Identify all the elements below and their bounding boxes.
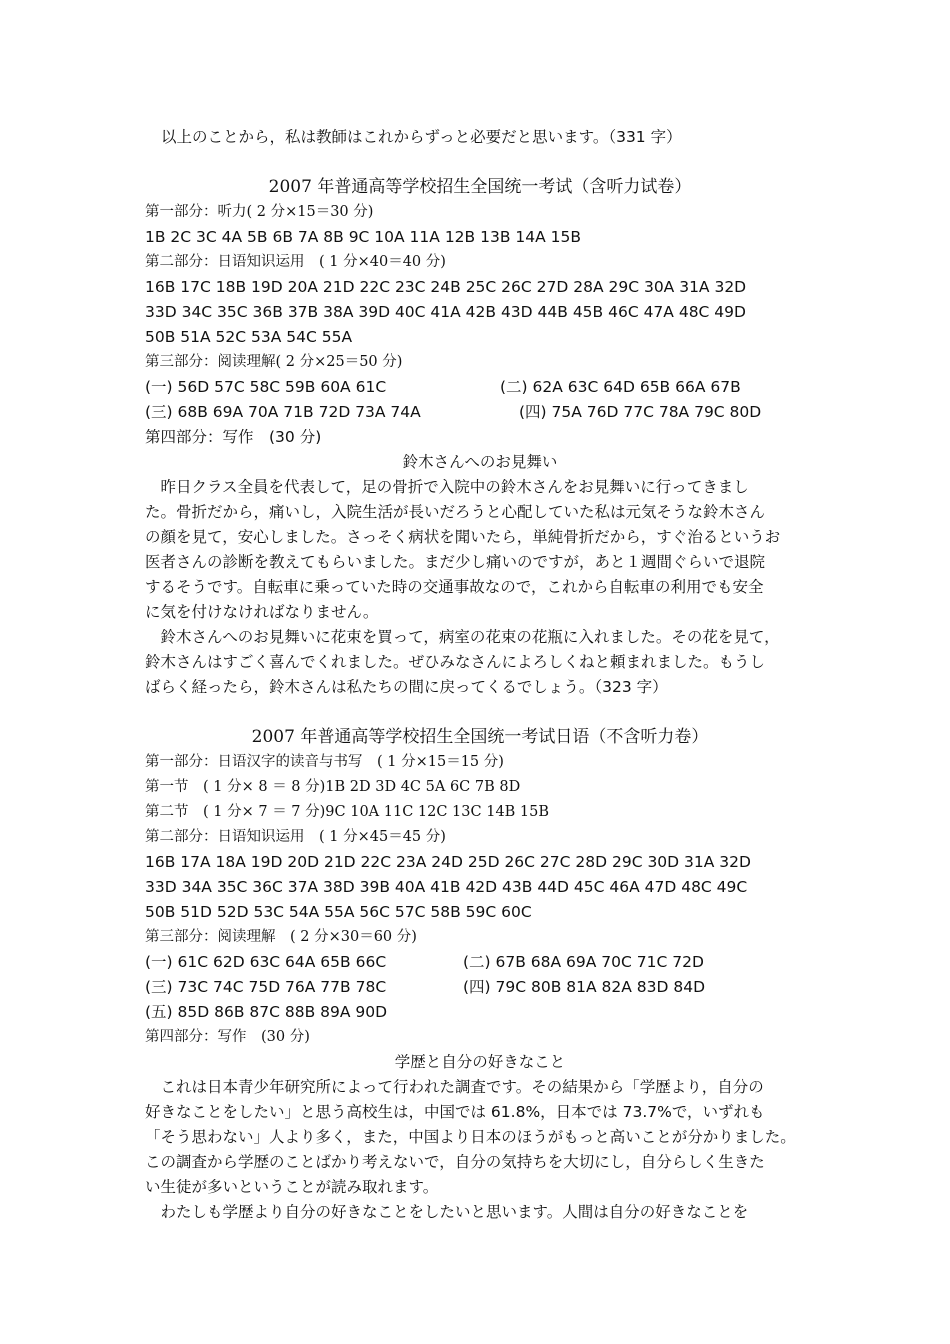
exam2-part3-row xyxy=(145,975,815,1000)
answer-group: (五) 85D 86B 87C 88B 89A 90D xyxy=(145,1003,388,1021)
exam2-part4-heading: 第四部分：写作 (30 分) xyxy=(145,1029,310,1045)
exam2-part1-heading: 第一部分：日语汉字的读音与书写 ( 1 分×15＝15 分) xyxy=(145,754,504,770)
essay-line: 昨日クラス全員を代表して，足の骨折で入院中の鈴木さんをお見舞いに行ってきまし xyxy=(145,478,749,496)
essay-line: 「そう思わない」人より多く，また，中国より日本のほうがもっと高いことが分かりました。 xyxy=(145,1128,796,1146)
essay-line: ばらく経ったら，鈴木さんは私たちの間に戻ってくるでしょう。（323 字） xyxy=(145,678,668,696)
essay-line: 医者さんの診断を教えてもらいました。まだ少し痛いのですが，あと１週間ぐらいで退院 xyxy=(145,553,766,571)
exam2-essay-title: 学歴と自分の好きなこと xyxy=(394,1053,566,1071)
exam1-part2-answers-line: 33D 34C 35C 36B 37B 38A 39D 40C 41A 42B 43D 44B 45B 46C 47A 48C 49D xyxy=(145,303,746,321)
answer-group: (三) 68B 69A 70A 71B 72D 73A 74A xyxy=(145,403,421,421)
essay-line: わたしも学歴より自分の好きなことをしたいと思います。人間は自分の好きなことを xyxy=(145,1203,749,1221)
exam2-part2-heading: 第二部分：日语知识运用 ( 1 分×45＝45 分) xyxy=(145,829,446,845)
essay-line: するそうです。自転車に乗っていた時の交通事故なので，これから自転車の利用でも安全 xyxy=(145,578,764,596)
exam1-part3-row xyxy=(145,375,815,400)
exam1-part4-heading: 第四部分：写作 (30 分) xyxy=(145,428,322,446)
answer-group: (二) 62A 63C 64D 65B 66A 67B xyxy=(500,378,741,396)
essay-line: い生徒が多いということが読み取れます。 xyxy=(145,1178,439,1196)
essay-line: 好きなことをしたい」と思う高校生は，中国では 61.8%，日本では 73.7%で，いずれも xyxy=(145,1103,765,1121)
intro-closing-line: 以上のことから，私は教師はこれからずっと必要だと思います。（331 字） xyxy=(161,128,682,146)
exam2-section2: 第二节 ( 1 分× 7 ＝ 7 分)9C 10A 11C 12C 13C 14B 15B xyxy=(145,804,550,820)
exam2-section1: 第一节 ( 1 分× 8 ＝ 8 分)1B 2D 3D 4C 5A 6C 7B 8D xyxy=(145,779,521,795)
exam1-part3-heading: 第三部分：阅读理解( 2 分×25＝50 分) xyxy=(145,354,403,370)
exam1-part2-heading: 第二部分：日语知识运用 ( 1 分×40＝40 分) xyxy=(145,254,446,270)
essay-line: この調査から学歴のことばかり考えないで，自分の気持ちを大切にし，自分らしく生きた xyxy=(145,1153,765,1171)
exam1-part2-answers-line: 50B 51A 52C 53A 54C 55A xyxy=(145,328,353,346)
exam1-part2-answers-line: 16B 17C 18B 19D 20A 21D 22C 23C 24B 25C 26C 27D 28A 29C 30A 31A 32D xyxy=(145,278,747,296)
essay-line: 鈴木さんはすごく喜んでくれました。ぜひみなさんによろしくねと頼まれました。もうし xyxy=(145,653,766,671)
exam1-title: 2007 年普通高等学校招生全国统一考试（含听力试卷） xyxy=(268,177,692,197)
document-body xyxy=(145,125,815,1225)
essay-line: の顔を見て，安心しました。さっそく病状を聞いたら，単純骨折だから，すぐ治るというお xyxy=(145,528,781,546)
spacer xyxy=(145,150,815,175)
answer-group: (四) 79C 80B 81A 82A 83D 84D xyxy=(463,978,706,996)
exam2-part2-answers-line: 33D 34A 35C 36C 37A 38D 39B 40A 41B 42D 43B 44D 45C 46A 47D 48C 49C xyxy=(145,878,748,896)
essay-line: これは日本青少年研究所によって行われた調査です。その結果から「学歴より，自分の xyxy=(145,1078,764,1096)
essay-line: 鈴木さんへのお見舞いに花束を買って，病室の花束の花瓶に入れました。その花を見て， xyxy=(145,628,780,646)
essay-line: た。骨折だから，痛いし，入院生活が長いだろうと心配していた私は元気そうな鈴木さん xyxy=(145,503,766,521)
exam2-title: 2007 年普通高等学校招生全国统一考试日语（不含听力卷） xyxy=(251,727,709,747)
answer-group: (四) 75A 76D 77C 78A 79C 80D xyxy=(519,403,762,421)
exam1-essay-title: 鈴木さんへのお見舞い xyxy=(402,453,558,471)
exam2-part3-heading: 第三部分：阅读理解 ( 2 分×30＝60 分) xyxy=(145,929,417,945)
exam1-part1-heading: 第一部分：听力( 2 分×15＝30 分) xyxy=(145,204,374,220)
answer-group: (一) 56D 57C 58C 59B 60A 61C xyxy=(145,378,387,396)
answer-group: (二) 67B 68A 69A 70C 71C 72D xyxy=(463,953,704,971)
exam1-part3-row xyxy=(145,400,815,425)
answer-group: (三) 73C 74C 75D 76A 77B 78C xyxy=(145,978,387,996)
spacer xyxy=(145,700,815,725)
exam2-part2-answers-line: 50B 51D 52D 53C 54A 55A 56C 57C 58B 59C 60C xyxy=(145,903,532,921)
essay-line: に気を付けなければなりません。 xyxy=(145,603,379,621)
exam2-part2-answers-line: 16B 17A 18A 19D 20D 21D 22C 23A 24D 25D 26C 27C 28D 29C 30D 31A 32D xyxy=(145,853,751,871)
answer-group: (一) 61C 62D 63C 64A 65B 66C xyxy=(145,953,387,971)
exam2-part3-row xyxy=(145,950,815,975)
exam1-part1-answers: 1B 2C 3C 4A 5B 6B 7A 8B 9C 10A 11A 12B 13B 14A 15B xyxy=(145,228,581,246)
exam2-part3-row xyxy=(145,1000,815,1025)
